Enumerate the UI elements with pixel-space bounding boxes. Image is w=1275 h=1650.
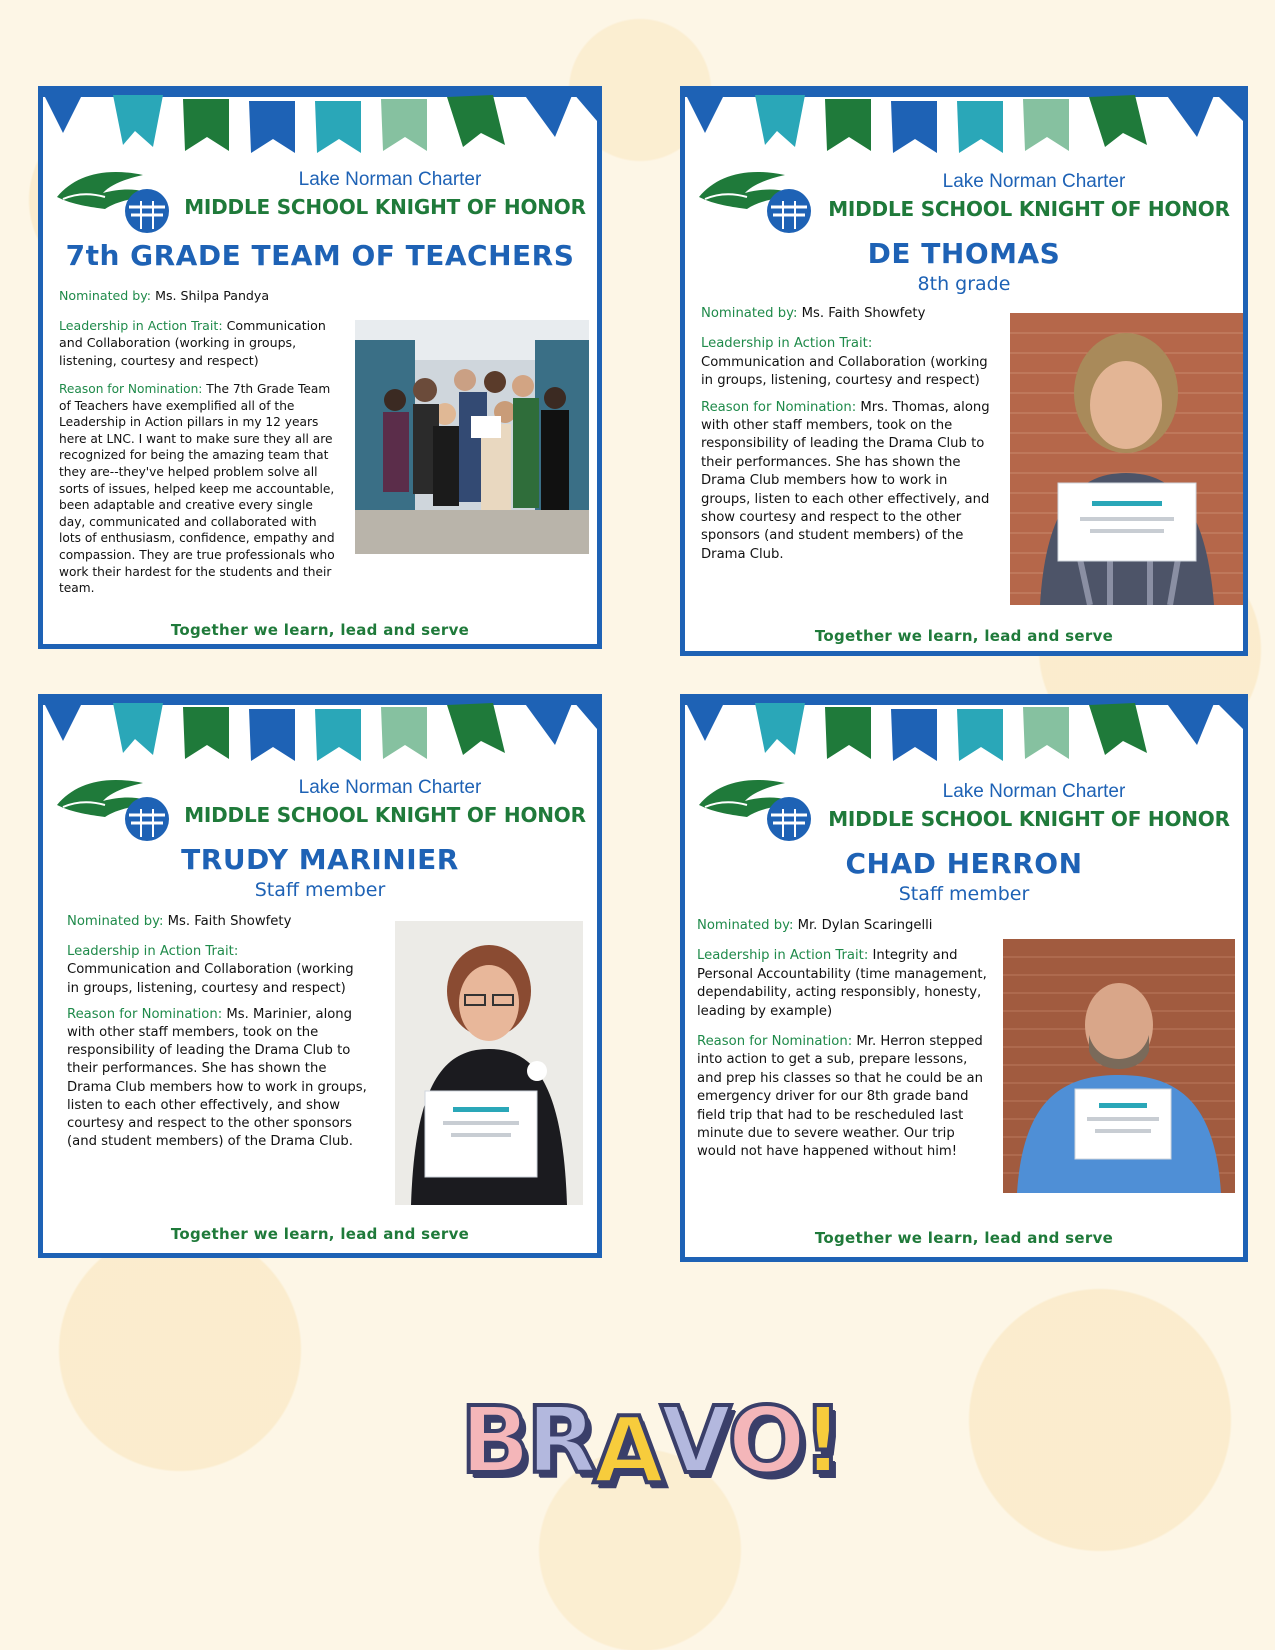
bravo-letter: R [526,1386,594,1494]
card-body [67,913,367,1163]
bravo-letter: ! [801,1386,840,1494]
program-title: MIDDLE SCHOOL KNIGHT OF HONOR [184,195,586,219]
honoree-role: Staff member [898,883,1030,905]
trait-label: Leadership in Action Trait: [701,336,873,352]
bravo-word-art [440,1385,860,1504]
program-title: MIDDLE SCHOOL KNIGHT OF HONOR [828,197,1230,221]
group-photo [355,320,589,554]
bunting-banner [43,699,597,763]
school-name: Lake Norman Charter [942,781,1126,802]
school-name: Lake Norman Charter [942,171,1126,192]
trait-label: Leadership in Action Trait: [67,944,239,960]
nominated-by-label: Nominated by: [697,918,794,933]
knight-helmet-logo [55,157,177,239]
nominator: Ms. Faith Showfety [801,306,926,321]
nominator: Mr. Dylan Scaringelli [797,918,933,933]
motto: Together we learn, lead and serve [814,627,1114,645]
trait-text: Communication and Collaboration (working in groups, listening, courtesy and respect) [67,962,354,996]
reason-label: Reason for Nomination: [701,399,857,415]
reason-text: Mrs. Thomas, along with other staff members, took on the responsibility of leading the Drama Club to their performances. She has shown the Drama Club members how to work in groups, listen to each other effectively, and show courtesy and respect to the other sponsors (and student members) of the Drama Club. [701,399,990,562]
reason-label: Reason for Nomination: [67,1006,223,1022]
trait-text: Integrity and Personal Accountability (time management, dependability, acting responsibly, honesty, leading by example) [697,948,987,1019]
bunting-banner [43,91,597,155]
honoree-photo [395,921,583,1205]
motto: Together we learn, lead and serve [814,1229,1114,1247]
motto: Together we learn, lead and serve [170,1225,470,1243]
honoree-name: DE THOMAS [867,237,1061,270]
nominated-by-label: Nominated by: [701,306,798,321]
reason-label: Reason for Nomination: [59,382,203,396]
award-card-chad-herron [680,694,1248,1262]
honoree-name: CHAD HERRON [845,847,1083,880]
nominator: Ms. Faith Showfety [167,914,292,929]
motto: Together we learn, lead and serve [170,621,470,639]
reason-text: Mr. Herron stepped into action to get a sub, prepare lessons, and prep his classes so that he could be an emergency driver for our 8th grade band field trip that had to be rescheduled last minute due to severe weather. Our trip would not have happened without him! [697,1034,983,1160]
honoree-role: 8th grade [917,273,1011,295]
trait-text: Communication and Collaboration (working in groups, listening, courtesy and respect) [701,354,988,389]
card-body [697,917,989,1174]
bravo-letter: B [460,1386,527,1494]
bunting-banner [685,699,1243,763]
trait-label: Leadership in Action Trait: [697,948,869,964]
honoree-photo [1010,313,1243,605]
knight-helmet-logo [55,765,177,847]
reason-text: The 7th Grade Team of Teachers have exemplified all of the Leadership in Action pillars in my 12 years here at LNC. I want to make sure they all are recognized for being the amazing team that they are--they've helped problem solve all sorts of issues, helped keep me accountable, been adaptable and creative every single day, communicated and collaborated with lots of enthusiasm, confidence, empathy and compassion. They are true professionals who work their hardest for the students and their team. [59,382,335,596]
bravo-letter: A [593,1396,661,1504]
award-card-team-of-teachers [38,86,602,649]
nominator: Ms. Shilpa Pandya [155,288,270,303]
bravo-letter: O [727,1386,802,1494]
bravo-letter: V [660,1386,728,1494]
nominated-by-label: Nominated by: [67,914,164,929]
honoree-name: TRUDY MARINIER [181,843,459,876]
award-card-de-thomas [680,86,1248,656]
school-name: Lake Norman Charter [298,777,482,798]
card-body [701,305,993,576]
program-title: MIDDLE SCHOOL KNIGHT OF HONOR [828,807,1230,831]
bunting-banner [685,91,1243,155]
school-name: Lake Norman Charter [298,169,482,190]
honoree-role: Staff member [254,879,386,901]
card-body [59,287,337,609]
reason-label: Reason for Nomination: [697,1034,853,1050]
award-card-trudy-marinier [38,694,602,1258]
trait-label: Leadership in Action Trait: [59,317,223,333]
reason-text: Ms. Marinier, along with other staff members, took on the responsibility of leading the Drama Club to their performances. She has shown the Drama Club members how to work in groups, listen to each other effectively, and show courtesy and respect to the other sponsors (and student members) of the Drama Club. [67,1006,367,1150]
honoree-name: 7th GRADE TEAM OF TEACHERS [65,239,575,272]
trait-text: Communication and Collaboration (working in groups, listening, courtesy and respect) [59,317,326,368]
honoree-photo [1003,939,1235,1193]
nominated-by-label: Nominated by: [59,288,152,303]
knight-helmet-logo [697,765,819,847]
program-title: MIDDLE SCHOOL KNIGHT OF HONOR [184,803,586,827]
knight-helmet-logo [697,157,819,239]
